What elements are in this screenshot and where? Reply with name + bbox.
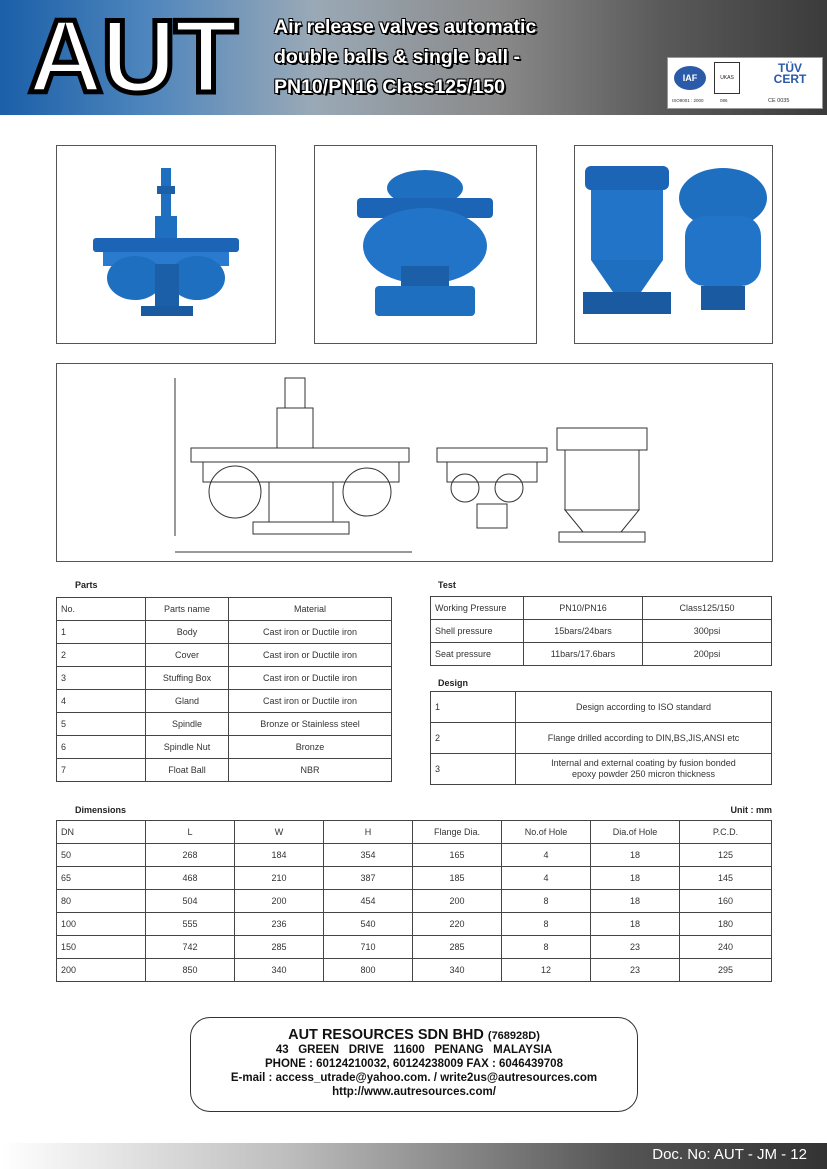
table-cell: 200 — [235, 890, 324, 913]
table-cell: Cover — [146, 644, 229, 667]
tuv-text: TÜV — [778, 61, 802, 75]
table-row — [57, 690, 392, 713]
tuv-logo — [763, 63, 817, 85]
table-cell: 18 — [591, 913, 680, 936]
valve-illustration-3 — [575, 146, 772, 343]
document-number: Doc. No: AUT - JM - 12 — [652, 1146, 807, 1163]
header-cell: P.C.D. — [680, 821, 772, 844]
table-cell: 4 — [502, 844, 591, 867]
table-cell: 184 — [235, 844, 324, 867]
table-cell — [516, 754, 772, 785]
table-row — [57, 844, 772, 867]
table-row — [57, 713, 392, 736]
table-cell: 387 — [324, 867, 413, 890]
table-cell: 285 — [413, 936, 502, 959]
table-cell: Design according to ISO standard — [516, 692, 772, 723]
table-cell: NBR — [229, 759, 392, 782]
table-row — [431, 620, 772, 643]
company-address: 43 GREEN DRIVE 11600 PENANG MALAYSIA — [275, 1044, 553, 1056]
table-cell: 165 — [413, 844, 502, 867]
table-cell: 150 — [57, 936, 146, 959]
table-cell: 540 — [324, 913, 413, 936]
parts-heading: Parts — [75, 580, 98, 590]
table-row — [431, 723, 772, 754]
ukas-logo: UKAS — [714, 62, 740, 94]
table-cell: 8 — [502, 936, 591, 959]
table-cell: 295 — [680, 959, 772, 982]
header-cell: W — [235, 821, 324, 844]
design-text-line-2: epoxy powder 250 micron thickness — [571, 769, 716, 779]
table-cell: 4 — [502, 867, 591, 890]
table-cell: 65 — [57, 867, 146, 890]
table-cell: 8 — [502, 913, 591, 936]
table-cell: 6 — [57, 736, 146, 759]
tuv-cert-text: CERT — [773, 72, 807, 86]
ukas-number: 086 — [720, 98, 728, 103]
table-cell: 710 — [324, 936, 413, 959]
parts-table — [56, 597, 392, 782]
table-cell: 12 — [502, 959, 591, 982]
test-heading: Test — [438, 580, 456, 590]
table-cell: 2 — [431, 723, 516, 754]
table-cell: Spindle — [146, 713, 229, 736]
brand-logo: AUT — [28, 0, 236, 115]
table-cell: 15bars/24bars — [524, 620, 643, 643]
table-cell: 8 — [502, 890, 591, 913]
valve-illustration-2 — [315, 146, 536, 343]
table-cell: 555 — [146, 913, 235, 936]
table-cell: 18 — [591, 844, 680, 867]
table-cell: 1 — [57, 621, 146, 644]
table-cell: 50 — [57, 844, 146, 867]
design-text-line-1: Internal and external coating by fusion bonded — [551, 758, 736, 768]
company-registration: (768928D) — [487, 1030, 540, 1042]
table-cell: Stuffing Box — [146, 667, 229, 690]
design-heading: Design — [438, 678, 469, 688]
table-cell: Shell pressure — [431, 620, 524, 643]
header-cell: Flange Dia. — [413, 821, 502, 844]
photo-double-ball-valve — [56, 145, 276, 344]
table-cell: Bronze — [229, 736, 392, 759]
table-cell: 18 — [591, 867, 680, 890]
table-cell: Seat pressure — [431, 643, 524, 666]
table-cell: 236 — [235, 913, 324, 936]
photo-valve-pair — [574, 145, 773, 344]
table-cell: 354 — [324, 844, 413, 867]
table-cell: 200psi — [643, 643, 772, 666]
table-row — [57, 621, 392, 644]
test-table — [430, 596, 772, 666]
table-cell: 220 — [413, 913, 502, 936]
table-cell: Gland — [146, 690, 229, 713]
table-cell: 210 — [235, 867, 324, 890]
table-row — [431, 692, 772, 723]
table-row — [57, 867, 772, 890]
table-cell: 185 — [413, 867, 502, 890]
table-cell: 3 — [57, 667, 146, 690]
iso-label: ISO9001 : 2000 — [672, 98, 704, 103]
header-cell: No. — [57, 598, 146, 621]
table-row — [431, 754, 772, 785]
company-name: AUT RESOURCES SDN BHD — [288, 1027, 484, 1043]
header-cell: L — [146, 821, 235, 844]
table-cell: 2 — [57, 644, 146, 667]
table-cell: 180 — [680, 913, 772, 936]
company-name-line — [191, 1027, 637, 1043]
table-cell: Float Ball — [146, 759, 229, 782]
header-banner — [0, 0, 827, 115]
contact-box — [190, 1017, 638, 1112]
company-phone: PHONE : 60124210032, 60124238009 FAX : 6046439708 — [265, 1058, 563, 1070]
table-cell: 18 — [591, 890, 680, 913]
company-email[interactable]: E-mail : access_utrade@yahoo.com. / write2us@autresources.com — [230, 1072, 598, 1084]
header-cell: Material — [229, 598, 392, 621]
title-line-2: double balls & single ball - — [274, 46, 520, 68]
table-cell: 200 — [57, 959, 146, 982]
company-website[interactable]: http://www.autresources.com/ — [332, 1086, 496, 1098]
table-cell: 300psi — [643, 620, 772, 643]
header-cell: Parts name — [146, 598, 229, 621]
table-cell: 4 — [57, 690, 146, 713]
ce-mark: CE 0035 — [768, 98, 790, 104]
table-cell: Cast iron or Ductile iron — [229, 690, 392, 713]
header-cell: H — [324, 821, 413, 844]
table-cell: PN10/PN16 — [524, 597, 643, 620]
table-cell: 1 — [431, 692, 516, 723]
table-cell: 800 — [324, 959, 413, 982]
document-title — [274, 12, 634, 102]
table-row — [57, 936, 772, 959]
table-cell: 240 — [680, 936, 772, 959]
table-row — [431, 643, 772, 666]
table-cell: 145 — [680, 867, 772, 890]
table-row — [431, 597, 772, 620]
table-row — [57, 667, 392, 690]
table-cell: 100 — [57, 913, 146, 936]
header-cell: No.of Hole — [502, 821, 591, 844]
table-cell: 11bars/17.6bars — [524, 643, 643, 666]
dimensions-table — [56, 820, 772, 982]
table-cell: 80 — [57, 890, 146, 913]
table-cell: 850 — [146, 959, 235, 982]
table-cell: 742 — [146, 936, 235, 959]
table-cell: Class125/150 — [643, 597, 772, 620]
table-cell: 504 — [146, 890, 235, 913]
table-row — [57, 598, 392, 621]
table-row — [57, 890, 772, 913]
table-row — [57, 821, 772, 844]
table-cell: 160 — [680, 890, 772, 913]
dimensions-heading: Dimensions — [75, 805, 127, 815]
table-cell: Body — [146, 621, 229, 644]
table-cell: 454 — [324, 890, 413, 913]
table-cell: 340 — [413, 959, 502, 982]
table-cell: 200 — [413, 890, 502, 913]
title-line-3: PN10/PN16 Class125/150 — [274, 76, 505, 98]
table-cell: Flange drilled according to DIN,BS,JIS,ANSI etc — [516, 723, 772, 754]
title-line-1: Air release valves automatic — [274, 16, 537, 38]
design-table — [430, 691, 772, 785]
header-cell: DN — [57, 821, 146, 844]
table-cell: 468 — [146, 867, 235, 890]
technical-drawing — [56, 363, 773, 562]
table-row — [57, 759, 392, 782]
table-cell: 3 — [431, 754, 516, 785]
table-cell: Bronze or Stainless steel — [229, 713, 392, 736]
header-cell: Dia.of Hole — [591, 821, 680, 844]
table-cell: Spindle Nut — [146, 736, 229, 759]
table-row — [57, 644, 392, 667]
table-cell: 285 — [235, 936, 324, 959]
certification-badges — [667, 57, 823, 109]
table-cell: 5 — [57, 713, 146, 736]
iaf-logo: IAF — [674, 66, 706, 90]
photo-single-ball-valve — [314, 145, 537, 344]
valve-illustration-1 — [57, 146, 275, 343]
table-cell: 23 — [591, 936, 680, 959]
table-row — [57, 959, 772, 982]
table-cell: 268 — [146, 844, 235, 867]
table-cell: Working Pressure — [431, 597, 524, 620]
unit-label: Unit : mm — [730, 805, 772, 815]
table-cell: Cast iron or Ductile iron — [229, 667, 392, 690]
table-cell: Cast iron or Ductile iron — [229, 621, 392, 644]
table-cell: 125 — [680, 844, 772, 867]
cross-section-drawings — [57, 364, 772, 561]
table-cell: 7 — [57, 759, 146, 782]
table-row — [57, 913, 772, 936]
table-cell: 340 — [235, 959, 324, 982]
table-cell: Cast iron or Ductile iron — [229, 644, 392, 667]
table-cell: 23 — [591, 959, 680, 982]
table-row — [57, 736, 392, 759]
